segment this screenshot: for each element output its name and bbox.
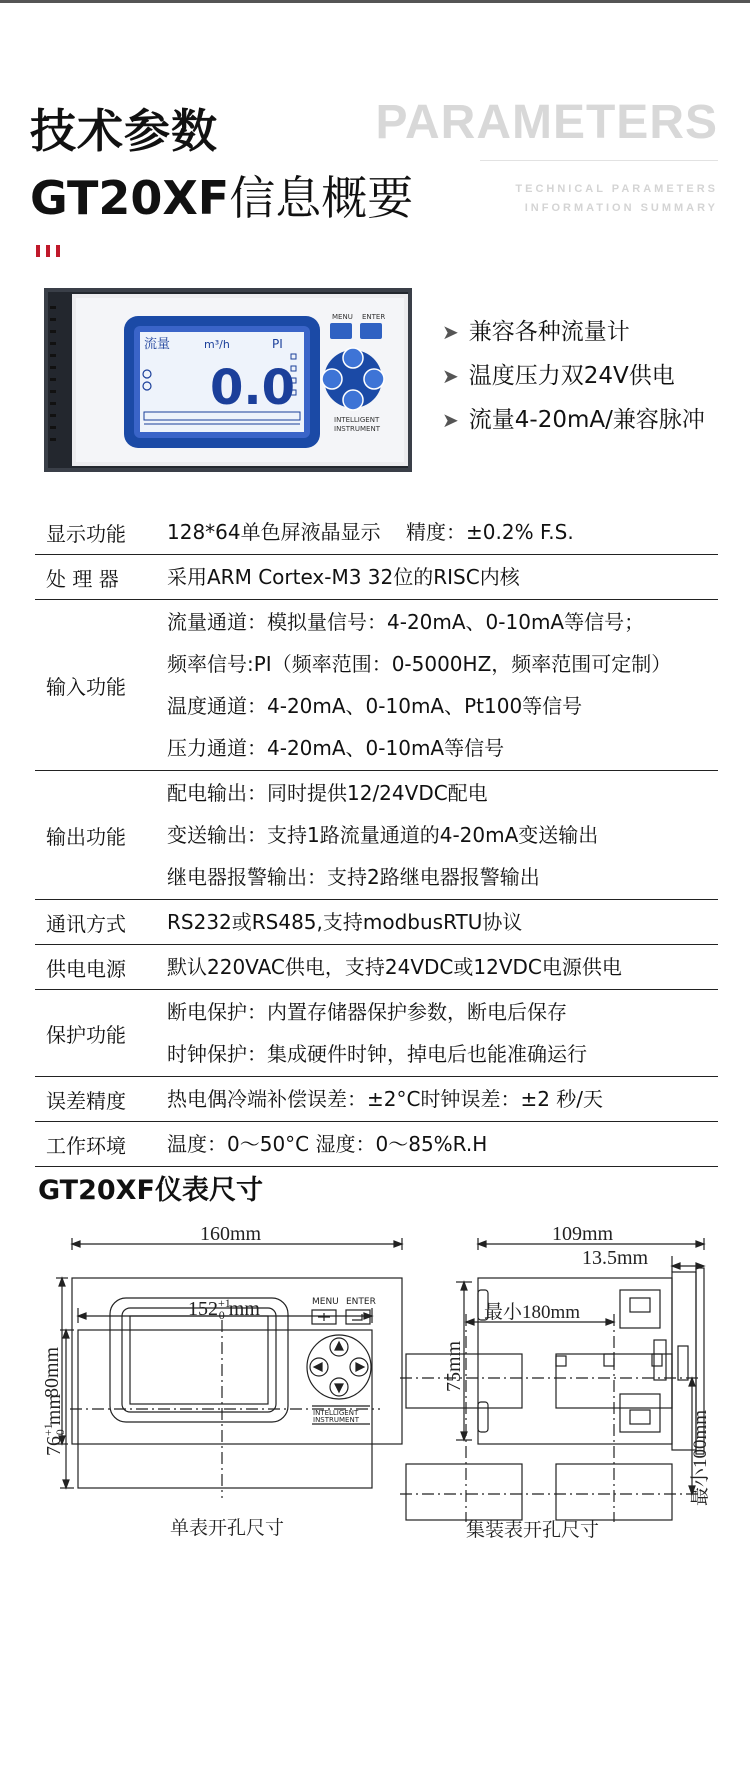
multi-min-v-label: 最小100mm xyxy=(690,1409,711,1506)
subtitle-text: 信息概要 xyxy=(229,171,414,225)
spec-label: 保护功能 xyxy=(35,990,165,1077)
spec-value: 断电保护：内置存储器保护参数，断电后保存 xyxy=(167,1000,567,1024)
spec-value: 频率信号:PI（频率范围：0-5000HZ，频率范围可定制） xyxy=(167,652,672,676)
lcd-flow-label: 流量 xyxy=(144,337,171,352)
spec-row xyxy=(35,900,718,945)
spec-value: 继电器报警输出：支持2路继电器报警输出 xyxy=(167,865,540,889)
model-name: GT20XF xyxy=(30,171,230,225)
menu-button[interactable] xyxy=(330,323,352,339)
spec-value: 温度通道：4-20mA、0-10mA、Pt100等信号 xyxy=(167,694,583,718)
spec-value: 128*64单色屏液晶显示 精度：±0.2% F.S. xyxy=(167,520,574,544)
page-subtitle xyxy=(30,162,413,228)
drawing-brand-2: INSTRUMENT xyxy=(313,1416,359,1424)
drawing-enter-label: ENTER xyxy=(346,1297,376,1307)
menu-label: MENU xyxy=(332,313,353,321)
front-width-label: 160mm xyxy=(200,1223,262,1245)
arrow-icon: ➤ xyxy=(442,408,459,432)
multi-cutout-caption: 集装表开孔尺寸 xyxy=(466,1519,600,1541)
spec-row xyxy=(35,1077,718,1122)
cut-width-label: $152^{+1}$ 0 mm xyxy=(188,1296,260,1322)
red-accent-mark xyxy=(36,242,66,261)
left-button[interactable] xyxy=(322,369,342,389)
spec-value: 热电偶冷端补偿误差：±2°C时钟误差：±2 秒/天 xyxy=(167,1087,604,1111)
spec-row xyxy=(35,510,718,555)
down-button[interactable] xyxy=(343,390,363,410)
spec-value: 配电输出：同时提供12/24VDC配电 xyxy=(167,781,488,805)
spec-label: 输出功能 xyxy=(35,771,165,900)
top-border xyxy=(0,0,750,3)
spec-label: 供电电源 xyxy=(35,945,165,990)
spec-row xyxy=(35,600,718,771)
spec-row xyxy=(35,945,718,990)
feature-item: ➤ 温度压力双24V供电 xyxy=(442,363,675,389)
enter-label: ENTER xyxy=(362,313,386,321)
lcd-value: 0.0 xyxy=(210,360,296,416)
feature-item: ➤ 兼容各种流量计 xyxy=(442,319,630,345)
up-button[interactable] xyxy=(343,348,363,368)
english-divider xyxy=(480,160,718,161)
cut-height-label: $76^{+1}0mm$ xyxy=(41,1394,67,1456)
dimensions-heading: GT20XF仪表尺寸 xyxy=(38,1175,263,1206)
page-title: 技术参数 xyxy=(30,104,218,158)
spec-label: 误差精度 xyxy=(35,1077,165,1122)
drawing-brand-1: INTELLIGENT xyxy=(313,1409,359,1417)
right-button[interactable] xyxy=(364,369,384,389)
enter-button[interactable] xyxy=(360,323,382,339)
lcd-pi: PI xyxy=(272,337,283,351)
spec-table xyxy=(35,510,718,1167)
brand-line-1: INTELLIGENT xyxy=(334,416,380,424)
spec-label: 处 理 器 xyxy=(35,555,165,600)
drawing-menu-label: MENU xyxy=(312,1297,339,1307)
spec-value: 温度：0～50°C 湿度：0～85%R.H xyxy=(167,1132,488,1156)
side-height-label: 75mm xyxy=(443,1340,465,1392)
arrow-icon: ➤ xyxy=(442,364,459,388)
spec-value: 时钟保护：集成硬件时钟，掉电后也能准确运行 xyxy=(167,1042,587,1066)
spec-label: 输入功能 xyxy=(35,600,165,771)
brand-line-2: INSTRUMENT xyxy=(334,425,380,433)
spec-value: 变送输出：支持1路流量通道的4-20mA变送输出 xyxy=(167,823,599,847)
spec-row xyxy=(35,990,718,1077)
lcd-unit: m³/h xyxy=(204,338,230,351)
side-view xyxy=(456,1238,704,1454)
spec-label: 通讯方式 xyxy=(35,900,165,945)
spec-value: 默认220VAC供电，支持24VDC或12VDC电源供电 xyxy=(167,955,622,979)
english-title: PARAMETERS xyxy=(375,96,718,149)
spec-row xyxy=(35,555,718,600)
single-cutout xyxy=(60,1308,380,1498)
feature-item: ➤ 流量4-20mA/兼容脉冲 xyxy=(442,407,705,433)
arrow-icon: ➤ xyxy=(442,320,459,344)
dimension-drawings xyxy=(0,1220,750,1765)
single-cutout-caption: 单表开孔尺寸 xyxy=(170,1517,285,1539)
front-height-label: 80mm xyxy=(41,1346,63,1398)
side-depth-label: 109mm xyxy=(552,1223,614,1245)
spec-value: RS232或RS485,支持modbusRTU协议 xyxy=(167,910,523,934)
side-sub-label: 13.5mm xyxy=(582,1247,649,1269)
english-sub-2: INFORMATION SUMMARY xyxy=(524,202,718,214)
spec-label: 显示功能 xyxy=(35,510,165,555)
spec-row xyxy=(35,1122,718,1167)
spec-label: 工作环境 xyxy=(35,1122,165,1167)
spec-value: 压力通道：4-20mA、0-10mA等信号 xyxy=(167,736,505,760)
feature-list xyxy=(442,310,705,442)
device-photo xyxy=(44,288,414,474)
multi-min-h-label: 最小180mm xyxy=(484,1302,581,1323)
spec-value: 采用ARM Cortex-M3 32位的RISC内核 xyxy=(167,565,520,589)
spec-value: 流量通道：模拟量信号：4-20mA、0-10mA等信号； xyxy=(167,610,645,634)
spec-row xyxy=(35,771,718,900)
english-sub-1: TECHNICAL PARAMETERS xyxy=(515,183,718,195)
